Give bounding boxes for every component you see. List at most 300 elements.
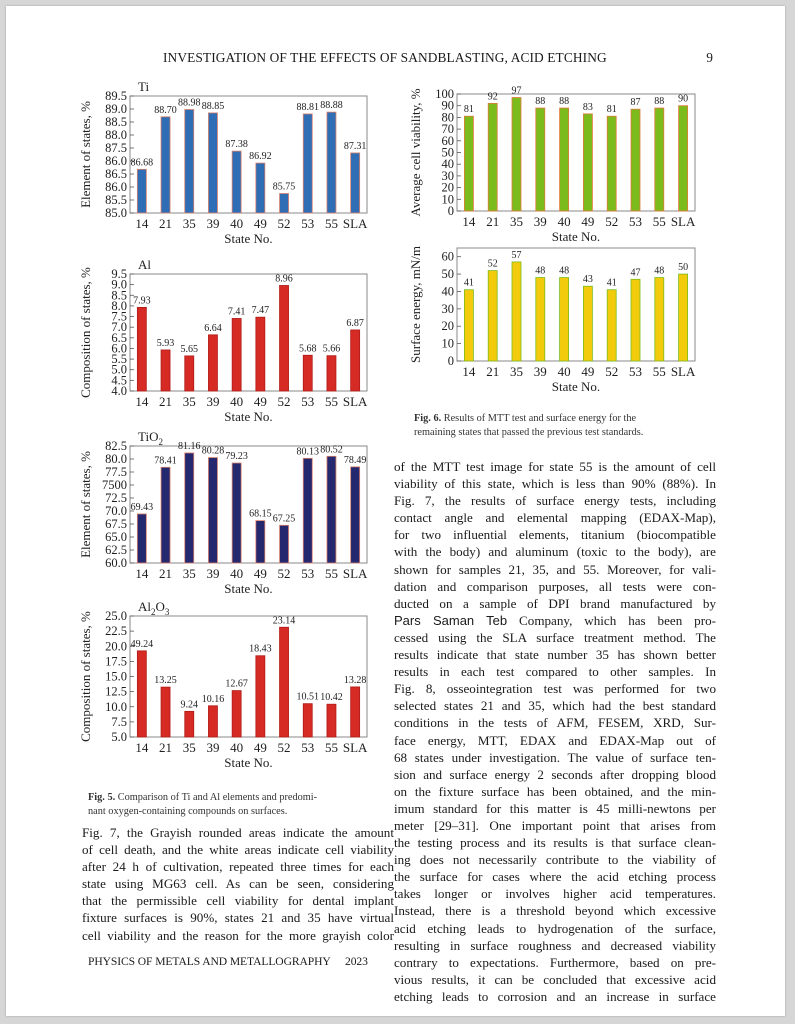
bar-value-label: 88 [535,96,546,108]
bar-value-label: 69.43 [130,501,154,513]
text-line: selected states 21 and 35, which had the best standard [394,698,716,714]
bar-value-label: 13.25 [154,675,177,687]
bar-value-label: 81 [606,104,617,116]
chart-surface-energy [402,236,732,401]
bar-value-label: 92 [487,91,498,103]
bar-value-label: 13.28 [343,674,367,686]
y-tick-label: 80 [441,110,454,125]
y-tick-label: 72.5 [105,491,127,505]
x-tick-label: 39 [206,566,220,581]
bar-40 [560,278,569,361]
text-line: meter [29–31]. One important point that arises from [394,817,716,833]
bar-value-label: 5.65 [180,343,198,355]
bar-value-label: 49.24 [130,638,154,650]
bar-53 [303,704,312,737]
ti-svg [70,76,400,246]
x-tick-label: 55 [652,214,666,229]
bar-14 [137,307,146,391]
text-line: imum standard for this matter is 45 milli-newtons per [394,800,716,816]
bar-49 [583,286,592,361]
y-tick-label: 7.5 [111,714,127,729]
y-tick-label: 8.0 [111,298,127,313]
y-axis-label: Element of states, % [78,101,93,208]
y-tick-label: 4.5 [111,373,127,388]
al-svg [70,251,400,424]
x-axis-label: State No. [224,409,273,424]
x-tick-label: 35 [182,216,196,231]
x-tick-label: 49 [253,394,267,409]
bar-value-label: 88 [559,96,570,108]
y-tick-label: 9.0 [111,277,127,292]
y-tick-label: 90 [441,98,454,113]
bar-value-label: 7.47 [251,305,270,317]
bar-value-label: 88.81 [296,101,319,113]
x-axis-label: State No. [224,231,273,246]
bar-55 [327,112,336,213]
x-tick-label: 21 [159,566,173,581]
text-line: that the permissible cell viability for dental implant [82,893,394,909]
y-tick-label: 85.0 [105,206,127,220]
chart-mtt-cell-viability [402,74,732,244]
y-axis-label: Average cell viability, % [408,88,423,217]
x-tick-label: 52 [277,740,291,755]
text-line: dation and comparison purposes, all tests were con- [394,578,716,594]
bar-14 [464,116,473,211]
y-axis-label: Element of states, % [78,451,93,558]
x-tick-label: 35 [510,364,523,379]
y-tick-label: 80.0 [105,452,127,466]
x-tick-label: 39 [533,364,547,379]
y-tick-label: 82.5 [105,439,127,453]
y-tick-label: 20 [441,319,454,334]
bar-value-label: 41 [463,277,474,289]
x-tick-label: 55 [324,566,338,581]
y-tick-label: 70.0 [105,504,127,518]
x-tick-label: 49 [581,214,595,229]
bar-49 [256,521,265,563]
x-axis-label: State No. [224,755,273,770]
y-tick-label: 60 [441,133,454,148]
bar-14 [137,169,146,213]
bar-value-label: 88.85 [201,100,225,112]
y-tick-label: 4.0 [111,384,127,398]
bar-39 [536,278,545,361]
bar-value-label: 8.96 [275,273,293,285]
x-tick-label: 14 [135,740,149,755]
y-tick-label: 85.5 [105,193,127,207]
y-tick-label: 86.0 [105,180,127,194]
x-tick-label: 40 [557,214,571,229]
bar-14 [137,651,146,737]
text-line: cell viability and the reason for the more grayish color [82,927,394,943]
bar-value-label: 87.38 [225,139,248,151]
text-line: vious results, it can be concluded that excessive acid [394,971,716,987]
text-line: the surface for cases where the acid etching process [394,869,716,885]
bar-21 [488,271,497,361]
x-tick-label: 40 [230,216,244,231]
text-line: sion and surface energy 2 seconds after dropping blood [394,766,716,782]
x-tick-label: 52 [277,216,291,231]
x-tick-label: 53 [629,214,642,229]
bar-21 [161,117,170,213]
figure-6-label: Fig. 6. [414,413,442,424]
x-tick-label: 35 [182,740,196,755]
x-tick-label: 21 [159,216,173,231]
bar-value-label: 23.14 [272,615,296,627]
x-tick-label: 49 [253,566,267,581]
bar-40 [232,463,241,563]
bar-39 [536,108,545,211]
y-tick-label: 5.5 [111,352,127,367]
document-page [6,6,785,1016]
x-tick-label: 49 [253,740,267,755]
x-tick-label: 39 [206,740,220,755]
y-tick-label: 89.5 [105,89,127,103]
text-line: state using MG63 cell. As can be seen, considering [82,876,394,892]
bar-40 [232,318,241,391]
bar-55 [655,278,664,361]
bar-55 [327,704,336,737]
bar-49 [583,114,592,211]
text-line: results in each test compared to other samples. In [394,664,716,680]
x-tick-label: 40 [557,364,571,379]
text-line: takes longer or involves higher acid temperatures. [394,886,716,902]
x-tick-label: 14 [135,394,149,409]
x-tick-label: 35 [182,394,196,409]
x-tick-label: 49 [581,364,595,379]
bar-21 [161,350,170,391]
y-tick-label: 67.5 [105,517,127,531]
bar-52 [607,116,616,211]
bar-value-label: 78.49 [343,454,367,466]
bar-value-label: 88.98 [178,97,201,109]
bar-value-label: 41 [606,277,617,289]
bar-39 [208,335,217,391]
running-title: INVESTIGATION OF THE EFFECTS OF SANDBLASTING, ACID ETCHING [163,50,607,65]
y-tick-label: 30 [441,168,454,183]
x-tick-label: SLA [670,364,696,379]
bar-35 [185,711,194,737]
text-line: after 24 h of cultivation, repeated three times for each [82,859,394,875]
y-tick-label: 60.0 [105,556,127,570]
y-tick-label: 5.0 [111,362,127,377]
bar-value-label: 67.25 [272,513,296,525]
x-tick-label: 40 [230,394,244,409]
y-tick-label: 20.0 [105,639,127,654]
y-tick-label: 6.0 [111,341,127,356]
bar-49 [256,656,265,737]
text-line: conditions in the tests of AFM, FESEM, XRD, Sur- [394,715,716,731]
bar-53 [631,109,640,211]
x-tick-label: 14 [135,566,149,581]
bar-53 [631,279,640,361]
bar-value-label: 52 [487,258,498,270]
bar-14 [137,514,146,563]
x-tick-label: 53 [629,364,642,379]
bar-35 [185,453,194,563]
text-line: Pars Saman Teb Company, which has been pro- [394,612,716,628]
y-tick-label: 8.5 [111,288,127,303]
figure-6-caption: Fig. 6. Results of MTT test and surface energy for the remaining states that passed the previous test standards. [414,413,644,438]
text-line: of cell death, and the white areas indicate cell viability [82,842,394,858]
text-line: for two influential elements, titanium (biocompatible [394,527,716,543]
bar-value-label: 97 [511,85,522,97]
x-tick-label: SLA [342,740,368,755]
y-tick-label: 15.0 [105,669,127,684]
bar-21 [488,103,497,211]
text-line: viability of this state, which is less than 90% (88%). In [394,476,716,492]
bar-49 [256,163,265,213]
bar-value-label: 87.31 [343,140,367,152]
mtt-svg [402,74,732,244]
bar-21 [161,687,170,737]
page-footer [88,955,368,968]
y-tick-label: 7.0 [111,320,127,335]
bar-value-label: 87 [630,97,641,109]
y-tick-label: 50 [441,145,454,160]
bar-value-label: 88.88 [320,100,343,112]
y-tick-label: 20 [441,180,454,195]
x-tick-label: SLA [342,566,368,581]
figure-5-label: Fig. 5. [88,792,116,803]
y-axis-label: Surface energy, mN/m [408,246,423,363]
bar-value-label: 9.24 [180,699,198,711]
y-tick-label: 0 [447,204,454,218]
x-tick-label: 21 [159,740,173,755]
text-line: etching leads to corrosion and an increase in surface [394,988,716,1004]
figure-5-caption: Fig. 5. Comparison of Ti and Al elements and predomi- nant oxygen-containing compounds on surfaces. [88,792,318,817]
chart-al [70,251,400,424]
bar-55 [655,108,664,211]
bar-value-label: 10.51 [296,691,319,703]
y-tick-label: 10 [441,336,454,351]
text-line: Fig. 7, the Grayish rounded areas indicate the amount [82,825,394,840]
x-tick-label: 55 [324,394,338,409]
y-tick-label: 50 [441,267,454,282]
bar-value-label: 48 [535,265,546,277]
bar-value-label: 80.28 [201,445,225,457]
bar-52 [280,285,289,391]
x-tick-label: 14 [135,216,149,231]
bar-35 [185,356,194,391]
text-line: Fig. 8, osseointegration test was performed for two [394,681,716,697]
bar-value-label: 88 [654,96,665,108]
y-tick-label: 25.0 [105,609,127,623]
text-line: Fig. 7, the results of surface energy tests, including [394,493,716,509]
bar-value-label: 5.68 [299,343,317,355]
y-axis-label: Composition of states, % [78,267,93,398]
page-number: 9 [706,50,713,65]
bar-value-label: 7.41 [227,306,246,318]
text-line: the testing process and its results is that surface clean- [394,835,716,851]
bar-value-label: 81.16 [178,440,201,452]
bar-SLA [679,106,688,211]
bar-value-label: 85.75 [272,181,296,193]
chart-title: Ti [138,79,150,94]
bar-SLA [351,153,360,213]
x-tick-label: 53 [301,566,315,581]
y-tick-label: 40 [441,284,454,299]
y-tick-label: 77.5 [105,465,127,479]
x-tick-label: 55 [652,364,666,379]
bar-SLA [351,687,360,737]
bar-40 [560,108,569,211]
x-tick-label: 21 [486,364,500,379]
bar-value-label: 6.87 [346,317,364,329]
y-tick-label: 86.0 [105,154,127,168]
bar-value-label: 57 [511,249,522,261]
text-line: cessed using the SLA surface treatment method. The [394,629,716,645]
bar-14 [464,290,473,361]
x-tick-label: 52 [605,214,619,229]
text-line: fixture surfaces is 90%, states 21 and 35 have virtual [82,910,394,926]
bar-value-label: 5.66 [322,343,341,355]
x-tick-label: 52 [277,566,291,581]
bar-value-label: 80.52 [320,444,343,456]
x-tick-label: 52 [605,364,619,379]
bar-value-label: 43 [582,274,593,286]
y-tick-label: 88.0 [105,128,127,142]
y-tick-label: 70 [441,122,454,137]
bar-value-label: 48 [654,265,665,277]
x-tick-label: 14 [462,214,476,229]
bar-value-label: 80.13 [296,446,319,458]
text-line: with the body) and aluminum (toxic to the body), are [394,544,716,560]
x-axis-label: State No. [224,581,273,596]
y-tick-label: 65.0 [105,530,127,544]
bar-55 [327,456,336,563]
x-tick-label: 35 [510,214,523,229]
x-tick-label: 40 [230,740,244,755]
bar-52 [280,627,289,737]
bar-35 [512,98,521,211]
x-tick-label: 35 [182,566,196,581]
bar-53 [303,458,312,563]
x-tick-label: 55 [324,216,338,231]
y-tick-label: 30 [441,301,454,316]
y-tick-label: 7.5 [111,309,127,324]
bar-value-label: 10.42 [320,692,343,704]
x-axis-label: State No. [551,229,601,244]
bar-value-label: 47 [630,267,641,279]
y-tick-label: 87.5 [105,141,127,155]
chart-title: TiO$_2$ [138,429,163,447]
y-tick-label: 62.5 [105,543,127,557]
bar-value-label: 10.16 [201,693,225,705]
y-tick-label: 0 [447,354,454,368]
x-tick-label: 39 [533,214,547,229]
y-tick-label: 22.5 [105,624,127,639]
publication-year: 2023 [345,955,368,968]
bar-40 [232,691,241,737]
text-line: acid etching leads to hydrogenation of the surface, [394,920,716,936]
bar-value-label: 79.23 [225,451,248,463]
y-tick-label: 17.5 [105,654,127,669]
al2o3-svg [70,601,400,771]
bar-value-label: 18.43 [249,643,272,655]
chart-title: Al [138,257,151,272]
x-tick-label: 53 [301,216,315,231]
bar-53 [303,114,312,213]
bar-SLA [679,274,688,361]
left-column-text [82,824,394,944]
bar-value-label: 83 [582,101,593,113]
chart-tio2 [70,426,400,596]
bar-39 [208,706,217,737]
text-line: contact angle and elemental mapping (EDAX-Map), [394,510,716,526]
y-tick-label: 7500 [102,478,127,492]
brand-name: Pars Saman Teb [394,612,508,628]
y-tick-label: 6.5 [111,330,127,345]
bar-value-label: 5.93 [156,337,175,349]
y-tick-label: 86.5 [105,167,127,181]
chart-al2o3 [70,601,400,771]
bar-value-label: 86.92 [249,151,272,163]
y-tick-label: 40 [441,157,454,172]
text-line: resulting in surface roughness and decreased viability [394,937,716,953]
bar-39 [208,113,217,213]
bar-value-label: 81 [463,104,474,116]
bar-49 [256,317,265,391]
text-line: ducted on a sample of DPI brand manufactured by [394,595,716,611]
bar-value-label: 86.68 [130,157,154,169]
text-line: 68 states under investigation. The value of surface ten- [394,749,716,765]
x-tick-label: 53 [301,740,315,755]
bar-value-label: 7.93 [133,295,151,307]
y-tick-label: 89.0 [105,102,127,116]
x-tick-label: 21 [486,214,500,229]
bar-53 [303,355,312,391]
tio2-svg [70,426,400,596]
text-line: results indicate that state number 35 has shown better [394,647,716,663]
right-column-text [394,458,716,1005]
y-axis-label: Composition of states, % [78,611,93,742]
x-axis-label: State No. [551,379,601,394]
text-line: on the fixture surface has been obtained, and the min- [394,783,716,799]
text-line: ing does not necessarily contribute to the viability of [394,852,716,868]
x-tick-label: 39 [206,216,220,231]
x-tick-label: 55 [324,740,338,755]
x-tick-label: 21 [159,394,173,409]
journal-name: PHYSICS OF METALS AND METALLOGRAPHY [88,955,331,968]
bar-value-label: 78.41 [154,455,177,467]
bar-55 [327,356,336,391]
chart-title: $Al_2O_3$ [138,599,170,617]
y-tick-label: 10.0 [105,699,127,714]
x-tick-label: 52 [277,394,291,409]
y-tick-label: 9.5 [111,267,127,281]
bar-39 [208,458,217,563]
y-tick-label: 100 [435,87,454,101]
bar-value-label: 90 [678,93,689,105]
y-tick-label: 5.0 [111,730,127,744]
bar-value-label: 48 [559,265,570,277]
bar-SLA [351,330,360,391]
bar-40 [232,151,241,213]
chart-ti [70,76,400,246]
bar-52 [607,290,616,361]
x-tick-label: 14 [462,364,476,379]
bar-21 [161,467,170,563]
bar-value-label: 68.15 [249,508,272,520]
y-tick-label: 10 [441,192,454,207]
x-tick-label: 40 [230,566,244,581]
text-line: contrary to expectations. Furthermore, based on pre- [394,954,716,970]
text-line: of the MTT test image for state 55 is the amount of cell [394,459,716,474]
text-line: face energy, MTT, EDAX and EDAX-Map out of [394,732,716,748]
text-line: shown for samples 21, 35, and 55. Moreover, for vali- [394,561,716,577]
bar-SLA [351,467,360,563]
